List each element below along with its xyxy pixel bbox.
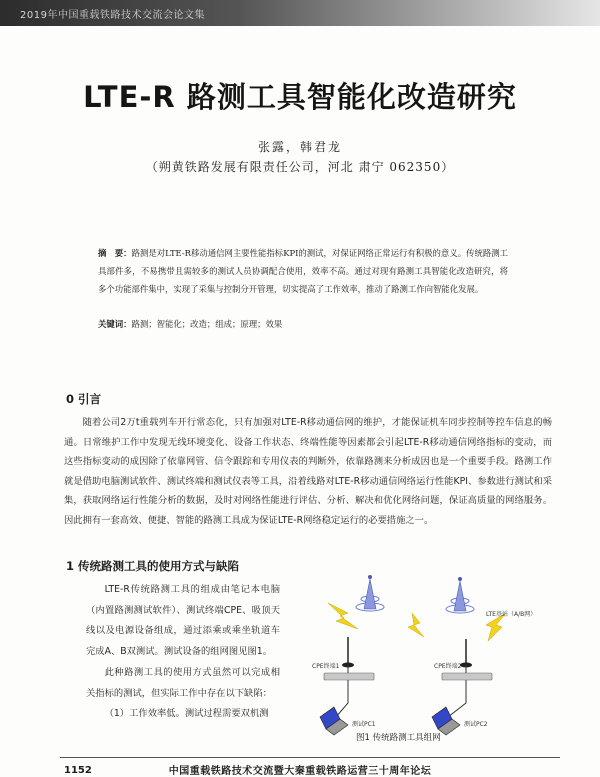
cpe-terminal-icon [324, 673, 374, 680]
running-header: 2019年中国重载铁路技术交流会论文集 [20, 10, 205, 21]
pc2-label: 测试PC2 [464, 721, 488, 728]
laptop-icon [320, 707, 348, 735]
footer-text: 中国重载铁路技术交流暨大秦重载铁路运营三十周年论坛 [168, 766, 432, 777]
section1-paragraph-2: 此种路测工具的使用方式虽然可以完成相关指标的测试，但实际工作中存在以下缺陷： [86, 666, 280, 699]
keywords-text: 路测；智能化；改造；组成；原理；效果 [131, 319, 283, 329]
section1-paragraph-3: （1）工作效率低。测试过程需要双机测 [104, 708, 269, 720]
pc1-label: 测试PC1 [352, 721, 376, 728]
section1-paragraph-1: LTE-R传统路测工具的组成由笔记本电脑（内置路测测试软件）、测试终端CPE、吸顶天线以及电源设备组成，通过添乘或乘坐轨道车完成A、B双测试。测试设备的组网图见图1。 [86, 584, 280, 658]
network-diagram [300, 569, 560, 747]
antenna-icon [342, 637, 354, 668]
paper-affiliation: （朔黄铁路发展有限责任公司，河北 肃宁 062350） [145, 160, 455, 174]
section1-body [86, 580, 280, 725]
abstract [98, 244, 508, 298]
intro-paragraph: 随着公司2万t重载列车开行常态化，只有加强对LTE-R移动通信网的维护，才能保证机车同步控制等控车信息的畅通。日常维护工作中发现无线环境变化、设备工作状态、终端性能等因素都会引起LTE-R移动通信网络指标的变动，而这些指标变动的成因除了依靠网管、信令跟踪和专用仪表的判断外，依靠路测来分析成因也是一个重要手段。路测工作就是借助电脑测试软件、测试终端和测试仪表等工具，沿着线路对LTE-R移动通信网络运行性能KPI、参数进行测试和采集，获取网络运行性能分析的数据，及时对网络性能进行评估、分析、解决和优化网络问题，保证高质量的网络服务。因此拥有一套高效、便捷、智能的路测工具成为保证LTE-R网络稳定运行的必要措施之一。 [64, 417, 552, 526]
header-bar [0, 0, 600, 26]
wireless-signal-icon [408, 613, 424, 637]
base-station-icon [446, 577, 474, 613]
network-diagram-svg [300, 569, 560, 747]
wireless-signal-icon [328, 603, 358, 629]
paper-authors: 张露，韩君龙 [257, 140, 342, 154]
base-station-label: LTE基站（A/B网） [486, 611, 537, 618]
abstract-text: 路测是对LTE-R移动通信网主要性能指标KPI的测试，对保证网络正常运行有积极的意义。传统路测工具部件多，不易携带且需较多的测试人员协调配合使用，效率不高。通过对现有路测工具智能化改造研究，将多个功能部件集中，实现了采集与控制分开管理，切实提高了工作效率，推动了路测工作向智能化发展。 [98, 248, 508, 294]
cpe2-label: CPE终端2 [434, 663, 462, 670]
section-heading-traditional-tools: 1 传统路测工具的使用方式与缺陷 [66, 559, 240, 573]
paper-title: LTE-R 路测工具智能化改造研究 [83, 80, 517, 114]
cpe-terminal-icon [442, 673, 492, 680]
page-number: 1152 [64, 765, 92, 776]
keywords [98, 318, 508, 330]
abstract-label: 摘 要： [98, 248, 132, 258]
base-station-icon [356, 575, 384, 611]
footer-divider [60, 757, 560, 758]
cpe1-label: CPE终端1 [312, 663, 340, 670]
keywords-label: 关键词： [98, 319, 132, 329]
antenna-icon [460, 639, 472, 668]
section-heading-intro: 0 引言 [66, 392, 102, 406]
figure-caption: 图1 传统路测工具组网 [356, 733, 441, 743]
